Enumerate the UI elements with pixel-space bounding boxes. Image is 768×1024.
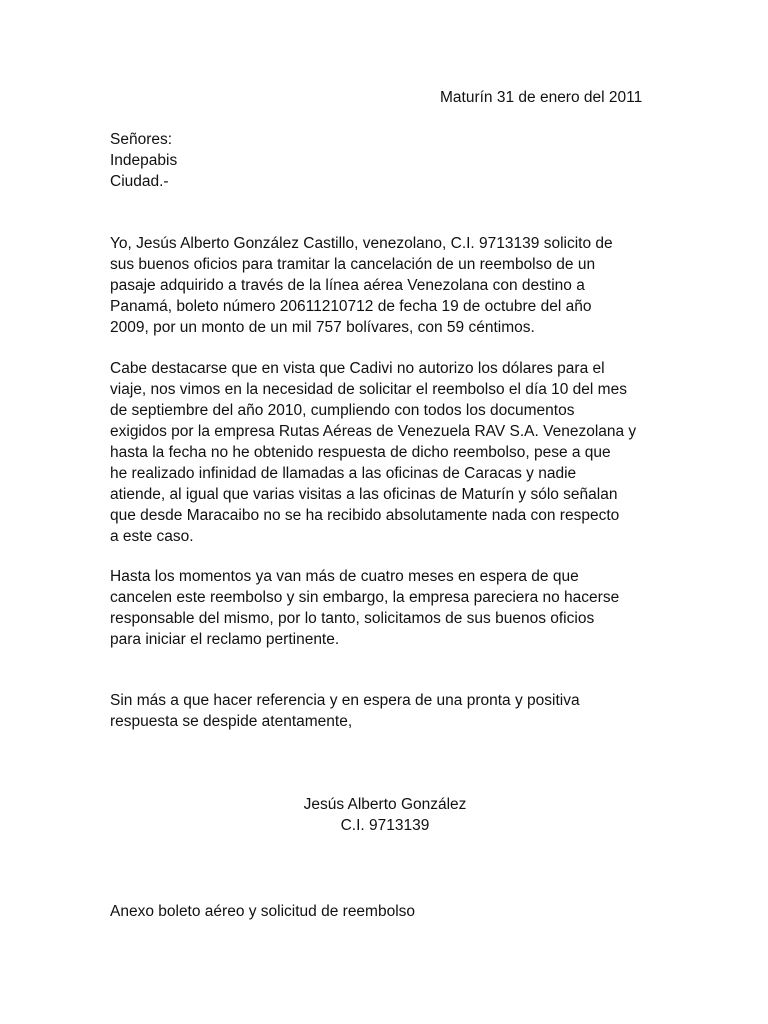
paragraph-line: atiende, al igual que varias visitas a las oficinas de Maturín y sólo señalan <box>110 486 618 503</box>
signature-id: C.I. 9713139 <box>340 817 430 834</box>
recipient-city: Ciudad.- <box>110 173 169 190</box>
paragraph-line: responsable del mismo, por lo tanto, solicitamos de sus buenos oficios <box>110 610 595 627</box>
paragraph-line: exigidos por la empresa Rutas Aéreas de Venezuela RAV S.A. Venezolana y <box>110 423 637 440</box>
paragraph-line: cancelen este reembolso y sin embargo, la empresa pareciera no hacerse <box>110 589 620 606</box>
signature-name: Jesús Alberto González <box>303 796 467 813</box>
annex-text: Anexo boleto aéreo y solicitud de reembolso <box>110 903 416 920</box>
paragraph-line: Sin más a que hacer referencia y en espera de una pronta y positiva <box>110 692 580 709</box>
date-line <box>440 87 642 108</box>
salutation: Señores: <box>110 131 173 148</box>
paragraph-line: Yo, Jesús Alberto González Castillo, venezolano, C.I. 9713139 solicito de <box>110 235 613 252</box>
paragraph-line: hasta la fecha no he obtenido respuesta de dicho reembolso, pese a que <box>110 444 611 461</box>
paragraph-line: pasaje adquirido a través de la línea aérea Venezolana con destino a <box>110 277 585 294</box>
paragraph-line: 2009, por un monto de un mil 757 bolívares, con 59 céntimos. <box>110 319 535 336</box>
recipient-block <box>110 129 177 192</box>
paragraph-line: he realizado infinidad de llamadas a las oficinas de Caracas y nadie <box>110 465 577 482</box>
paragraph-line: Hasta los momentos ya van más de cuatro meses en espera de que <box>110 568 579 585</box>
signature-block <box>110 794 660 836</box>
paragraph-line: viaje, nos vimos en la necesidad de solicitar el reembolso el día 10 del mes <box>110 381 627 398</box>
paragraph-line: sus buenos oficios para tramitar la cancelación de un reembolso de un <box>110 256 596 273</box>
paragraph-line: de septiembre del año 2010, cumpliendo con todos los documentos <box>110 402 575 419</box>
paragraph-line: Panamá, boleto número 20611210712 de fecha 19 de octubre del año <box>110 298 592 315</box>
date-text: Maturín 31 de enero del 2011 <box>440 89 643 106</box>
recipient-name: Indepabis <box>110 152 178 169</box>
annex-note <box>110 901 415 922</box>
body-paragraph-1 <box>110 233 670 338</box>
paragraph-line: Cabe destacarse que en vista que Cadivi no autorizo los dólares para el <box>110 360 605 377</box>
paragraph-line: que desde Maracaibo no se ha recibido absolutamente nada con respecto <box>110 507 620 524</box>
paragraph-line: a este caso. <box>110 528 194 545</box>
closing-paragraph <box>110 690 670 732</box>
body-paragraph-3 <box>110 566 670 650</box>
paragraph-line: para iniciar el reclamo pertinente. <box>110 631 340 648</box>
paragraph-line: respuesta se despide atentamente, <box>110 713 353 730</box>
body-paragraph-2 <box>110 358 670 547</box>
